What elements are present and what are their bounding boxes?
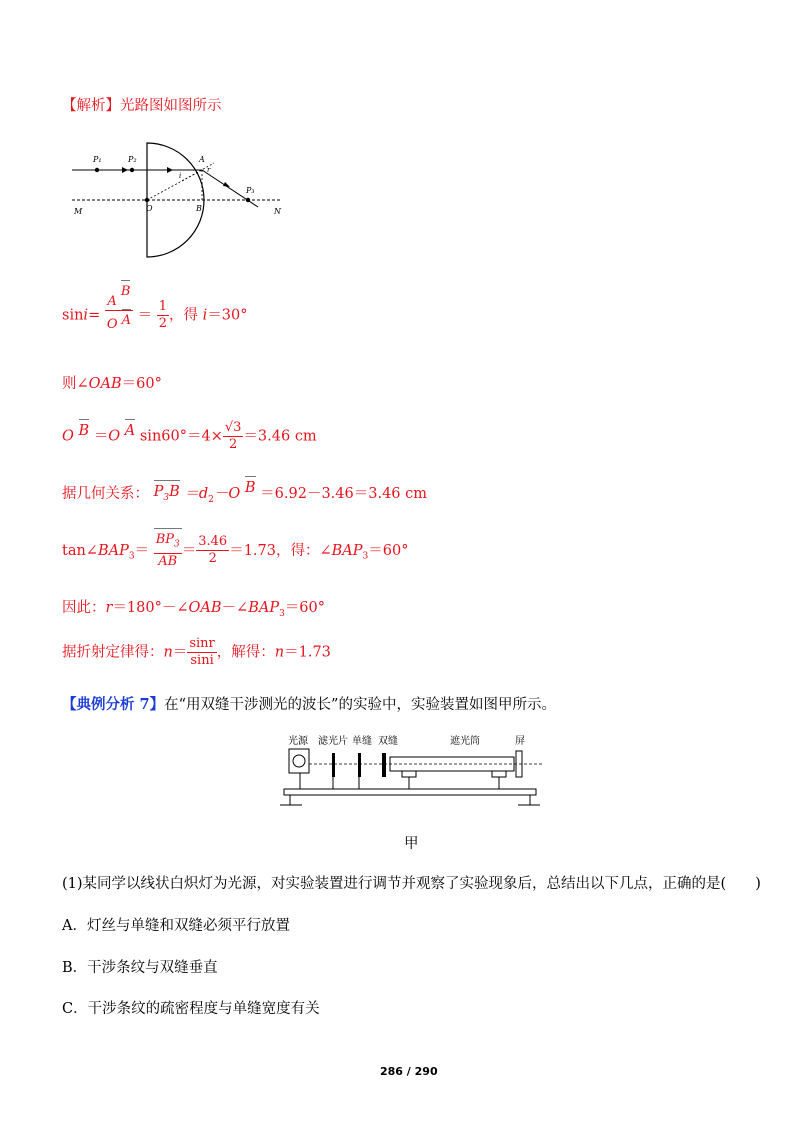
example-heading (62, 693, 556, 714)
label-i: i (179, 172, 182, 180)
tube-mount (402, 771, 416, 777)
eq5-frac1: $\frac{BP_3}{AB}$ (155, 532, 180, 569)
label-o: O (146, 204, 153, 213)
equation-sin-i: sini= $\frac{\text{A B}}{\text{O A}}$ ＝ $\frac{1}{2}$ ，得 i＝30° (62, 284, 248, 332)
option-a: A．灯丝与单缝和双缝必须平行放置 (62, 918, 290, 934)
label-r: r (207, 166, 211, 174)
point-p1 (95, 168, 99, 172)
label-p2: P₂ (128, 155, 137, 164)
equation-ob: O B ＝O A sin60°＝4× $\frac{√3}{2}$ ＝3.46 cm (62, 420, 317, 452)
label-double-slit: 双缝 (378, 736, 398, 747)
option-b: B．干涉条纹与双缝垂直 (62, 960, 218, 976)
eq1-den-a: A (121, 313, 132, 328)
eq1-den-o: O (106, 317, 118, 332)
arrow-icon (122, 167, 128, 173)
analysis-heading (62, 94, 222, 115)
equation-angle-oab: 则∠OAB＝60° (62, 376, 162, 392)
eq1-half: $\frac{1}{2}$ (158, 299, 168, 331)
eq3-frac: $\frac{√3}{2}$ (224, 420, 242, 452)
double-slit-plate (382, 753, 386, 777)
label-single-slit: 单缝 (352, 736, 372, 747)
equation-n: 据折射定律得：n＝ $\frac{\sin r}{\sin i}$ ，解得：n＝1.73 (62, 636, 331, 668)
arrow-icon (167, 167, 173, 173)
label-p1: P₁ (93, 155, 102, 164)
option-c: C．干涉条纹的疏密程度与单缝宽度有关 (62, 1001, 320, 1017)
label-tube: 遮光筒 (450, 736, 480, 747)
example-label: 【典例分析 7】 (62, 696, 165, 713)
apparatus-diagram (272, 733, 548, 811)
bulb-icon (293, 755, 305, 767)
eq5-frac2: $\frac{3.46}{2}$ (198, 534, 228, 567)
tube-mount (492, 771, 506, 777)
eq1-num-a: A (107, 294, 117, 309)
arrow-icon (223, 182, 230, 187)
label-m: M (74, 207, 83, 216)
page-number: 286 / 290 (380, 1065, 438, 1078)
point-o (145, 198, 149, 202)
eq1-var: i (83, 307, 89, 324)
single-slit-plate (358, 753, 361, 777)
semicircle-glass (147, 143, 204, 257)
equation-tan-bap3: $\tan\angle BAP_3=$ $\frac{BP_3}{AB}$ ＝ $\frac{3.46}{2}$ ＝1.73，得：$\angle BAP_3=60^\circ$ (62, 532, 409, 569)
light-box (289, 749, 309, 773)
point-p3 (246, 198, 250, 202)
filter-plate (332, 753, 335, 777)
analysis-text: 光路图如图所示 (120, 98, 222, 114)
point-p2 (130, 168, 134, 172)
eq7-frac: $\frac{\sin r}{\sin i}$ (189, 636, 215, 668)
eq1-frac (105, 284, 133, 333)
optics-diagram (62, 135, 302, 265)
label-light-source: 光源 (288, 736, 308, 747)
eq1-tail: ，得 (169, 307, 203, 324)
label-n: N (274, 207, 281, 216)
figure-caption: 甲 (404, 836, 419, 852)
question-text: (1)某同学以线状白炽灯为光源，对实验装置进行调节并观察了实验现象后，总结出以下几点，正确的是( ) (62, 876, 761, 892)
label-filter: 滤光片 (318, 736, 348, 747)
eq1-eq: = (88, 307, 101, 324)
equation-r: 因此：$r=180^\circ-\angle OAB-\angle BAP_3=60^\circ$ (62, 600, 326, 619)
equation-p3b: 据几何关系： $P_3B =d_2-O$ B ＝6.92－3.46＝3.46 cm (62, 480, 428, 505)
eq1-num-b: B (120, 284, 131, 299)
label-a: A (199, 155, 205, 164)
label-b: B (196, 204, 202, 213)
eq1-lhs: sin (62, 307, 84, 324)
rail (284, 789, 536, 795)
label-screen: 屏 (515, 736, 525, 747)
label-p3: P₃ (246, 186, 255, 195)
analysis-label: 【解析】 (62, 98, 120, 114)
example-text: 在“用双缝干涉测光的波长”的实验中，实验装置如图甲所示。 (164, 697, 556, 713)
